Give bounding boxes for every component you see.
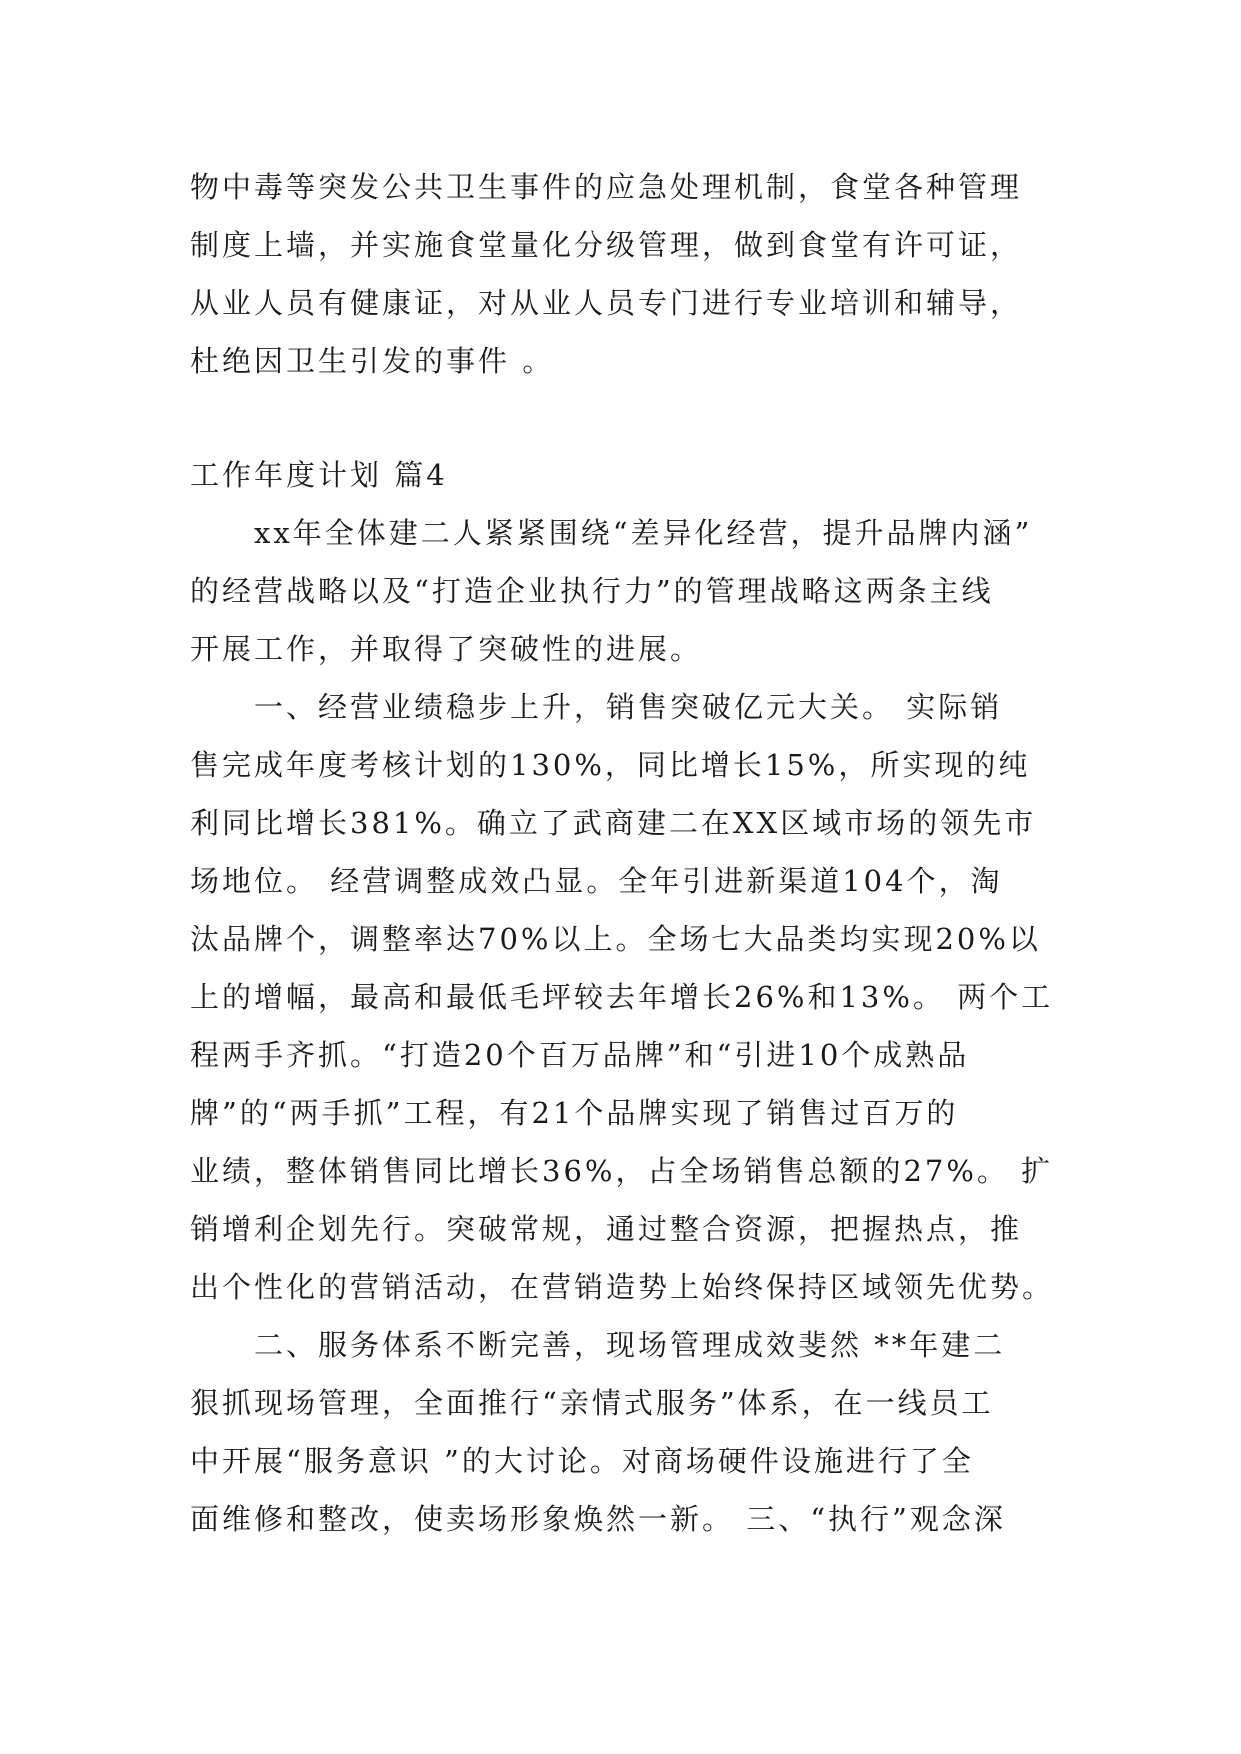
text-line: 面维修和整改，使卖场形象焕然一新。 三、“执行”观念深 bbox=[190, 1502, 1006, 1536]
text-line: 汰品牌个，调整率达70%以上。全场七大品类均实现20%以 bbox=[190, 922, 1041, 956]
text-line: 出个性化的营销活动，在营销造势上始终保持区域领先优势。 bbox=[190, 1270, 1055, 1304]
text-line: 一、经营业绩稳步上升，销售突破亿元大关。 实际销 bbox=[190, 690, 1003, 724]
text-line: 杜绝因卫生引发的事件 。 bbox=[190, 344, 555, 378]
text-line: 牌”的“两手抓”工程，有21个品牌实现了销售过百万的 bbox=[190, 1096, 959, 1130]
text-line: 售完成年度考核计划的130%，同比增长15%，所实现的纯 bbox=[190, 748, 1031, 782]
text-line: xx年全体建二人紧紧围绕“差异化经营，提升品牌内涵” bbox=[190, 516, 1033, 550]
text-line: 中开展“服务意识 ”的大讨论。对商场硬件设施进行了全 bbox=[190, 1444, 974, 1478]
text-line: 物中毒等突发公共卫生事件的应急处理机制，食堂各种管理 bbox=[190, 170, 1023, 204]
continuation-paragraph bbox=[190, 158, 1060, 390]
text-line: 上的增幅，最高和最低毛坪较去年增长26%和13%。 两个工 bbox=[190, 980, 1054, 1014]
section-body bbox=[190, 504, 1060, 1548]
text-line: 从业人员有健康证，对从业人员专门进行专业培训和辅导， bbox=[190, 286, 1023, 320]
text-line: 二、服务体系不断完善，现场管理成效斐然 **年建二 bbox=[190, 1328, 1006, 1362]
text-line: 场地位。 经营调整成效凸显。全年引进新渠道104个，淘 bbox=[190, 864, 1003, 898]
text-line: 业绩，整体销售同比增长36%，占全场销售总额的27%。 扩 bbox=[190, 1154, 1054, 1188]
text-line: 狠抓现场管理，全面推行“亲情式服务”体系，在一线员工 bbox=[190, 1386, 994, 1420]
text-line: 销增利企划先行。突破常规，通过整合资源，把握热点，推 bbox=[190, 1212, 1023, 1246]
text-line: 程两手齐抓。“打造20个百万品牌”和“引进10个成熟品 bbox=[190, 1038, 970, 1072]
text-line: 的经营战略以及“打造企业执行力”的管理战略这两条主线 bbox=[190, 574, 994, 608]
text-line: 开展工作，并取得了突破性的进展。 bbox=[190, 632, 703, 666]
text-line: 制度上墙，并实施食堂量化分级管理，做到食堂有许可证， bbox=[190, 228, 1023, 262]
text-line: 利同比增长381%。确立了武商建二在XX区域市场的领先市 bbox=[190, 806, 1037, 840]
section-heading: 工作年度计划 篇4 bbox=[190, 458, 448, 492]
